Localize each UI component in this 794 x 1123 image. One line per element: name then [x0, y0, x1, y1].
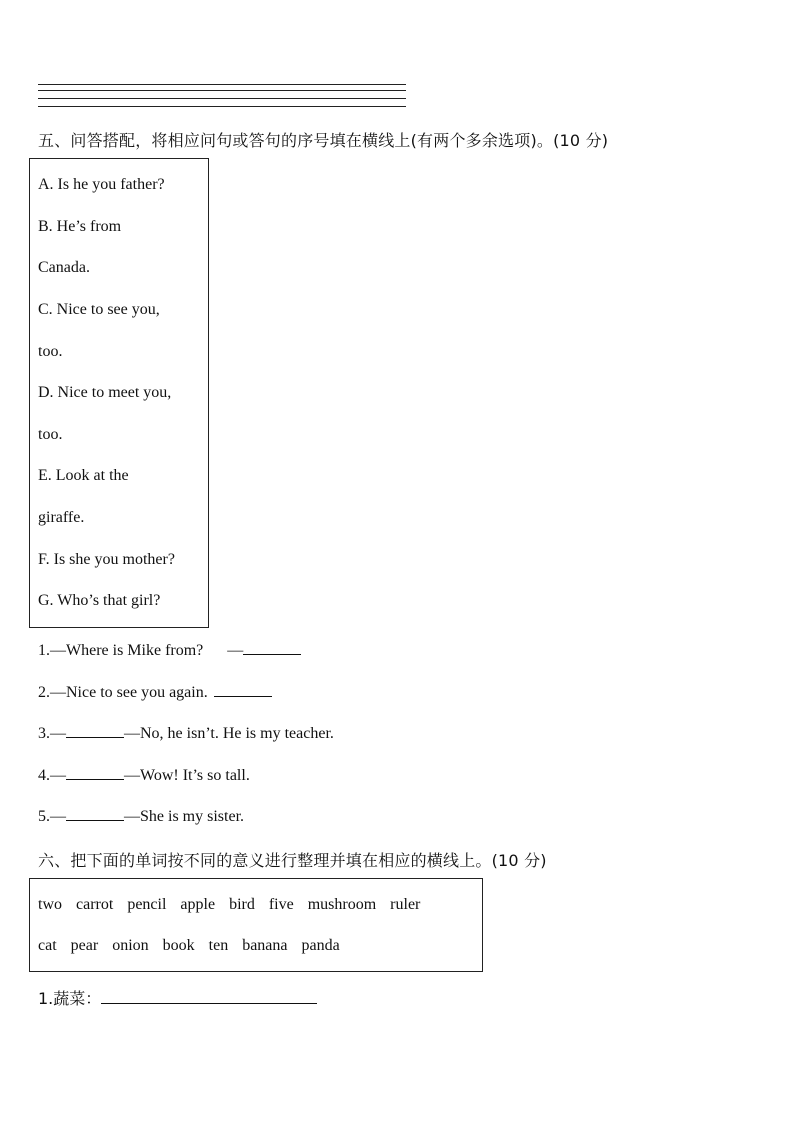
option-line: A. Is he you father?: [38, 176, 165, 193]
question-4: [38, 765, 250, 785]
word: pencil: [127, 896, 167, 913]
question-text: —Wow! It’s so tall.: [124, 767, 250, 784]
question-number: 4.: [38, 767, 50, 784]
option-line: C. Nice to see you,: [38, 301, 160, 318]
answer-blank[interactable]: [66, 723, 124, 738]
question-number: 3.: [38, 725, 50, 742]
word: mushroom: [307, 896, 377, 913]
option-line: too.: [38, 426, 63, 443]
dash: —: [50, 767, 66, 784]
option-line: giraffe.: [38, 509, 85, 526]
word: book: [162, 937, 195, 954]
question-text: —Nice to see you again.: [50, 684, 208, 701]
option-line: too.: [38, 343, 63, 360]
question-3: [38, 723, 334, 743]
dash: —: [50, 725, 66, 742]
dash: —: [50, 808, 66, 825]
option-line: B. He’s from: [38, 218, 122, 235]
word: apple: [180, 896, 216, 913]
question-number: 1.: [38, 642, 50, 659]
word: panda: [301, 937, 340, 954]
category-1: [38, 986, 317, 1009]
category-label: 1.蔬菜：: [38, 989, 102, 1008]
answer-blank[interactable]: [66, 765, 124, 780]
section-6-heading: 六、把下面的单词按不同的意义进行整理并填在相应的横线上。(10 分): [38, 851, 547, 870]
answer-line: [38, 106, 406, 107]
question-text: —She is my sister.: [124, 808, 245, 825]
question-2: [38, 682, 272, 702]
option-line: D. Nice to meet you,: [38, 384, 172, 401]
word: cat: [38, 937, 57, 954]
word: two: [38, 896, 62, 913]
word-bank-line-2: [38, 937, 340, 955]
answer-blank[interactable]: [243, 640, 301, 655]
answer-blank[interactable]: [214, 682, 272, 697]
answer-line: [38, 98, 406, 99]
question-text: —Where is Mike from?: [50, 642, 204, 659]
question-1: [38, 640, 301, 660]
question-5: [38, 806, 244, 826]
option-line: G. Who’s that girl?: [38, 592, 161, 609]
answer-blank[interactable]: [66, 806, 124, 821]
word-bank-line-1: [38, 896, 420, 914]
answer-line: [38, 84, 406, 85]
word: ruler: [390, 896, 421, 913]
word: five: [268, 896, 294, 913]
option-line: F. Is she you mother?: [38, 551, 175, 568]
option-line: E. Look at the: [38, 467, 129, 484]
option-line: Canada.: [38, 259, 90, 276]
word: pear: [70, 937, 99, 954]
word: onion: [112, 937, 149, 954]
word: bird: [229, 896, 255, 913]
dash: —: [227, 642, 244, 659]
word: banana: [242, 937, 288, 954]
question-number: 5.: [38, 808, 50, 825]
section-5-heading: 五、问答搭配，将相应问句或答句的序号填在横线上(有两个多余选项)。(10 分): [38, 131, 609, 150]
word: ten: [208, 937, 229, 954]
word-bank-box: [29, 878, 483, 972]
word: carrot: [76, 896, 114, 913]
answer-line: [38, 90, 406, 91]
answer-blank[interactable]: [101, 989, 317, 1004]
question-text: —No, he isn’t. He is my teacher.: [124, 725, 334, 742]
question-number: 2.: [38, 684, 50, 701]
